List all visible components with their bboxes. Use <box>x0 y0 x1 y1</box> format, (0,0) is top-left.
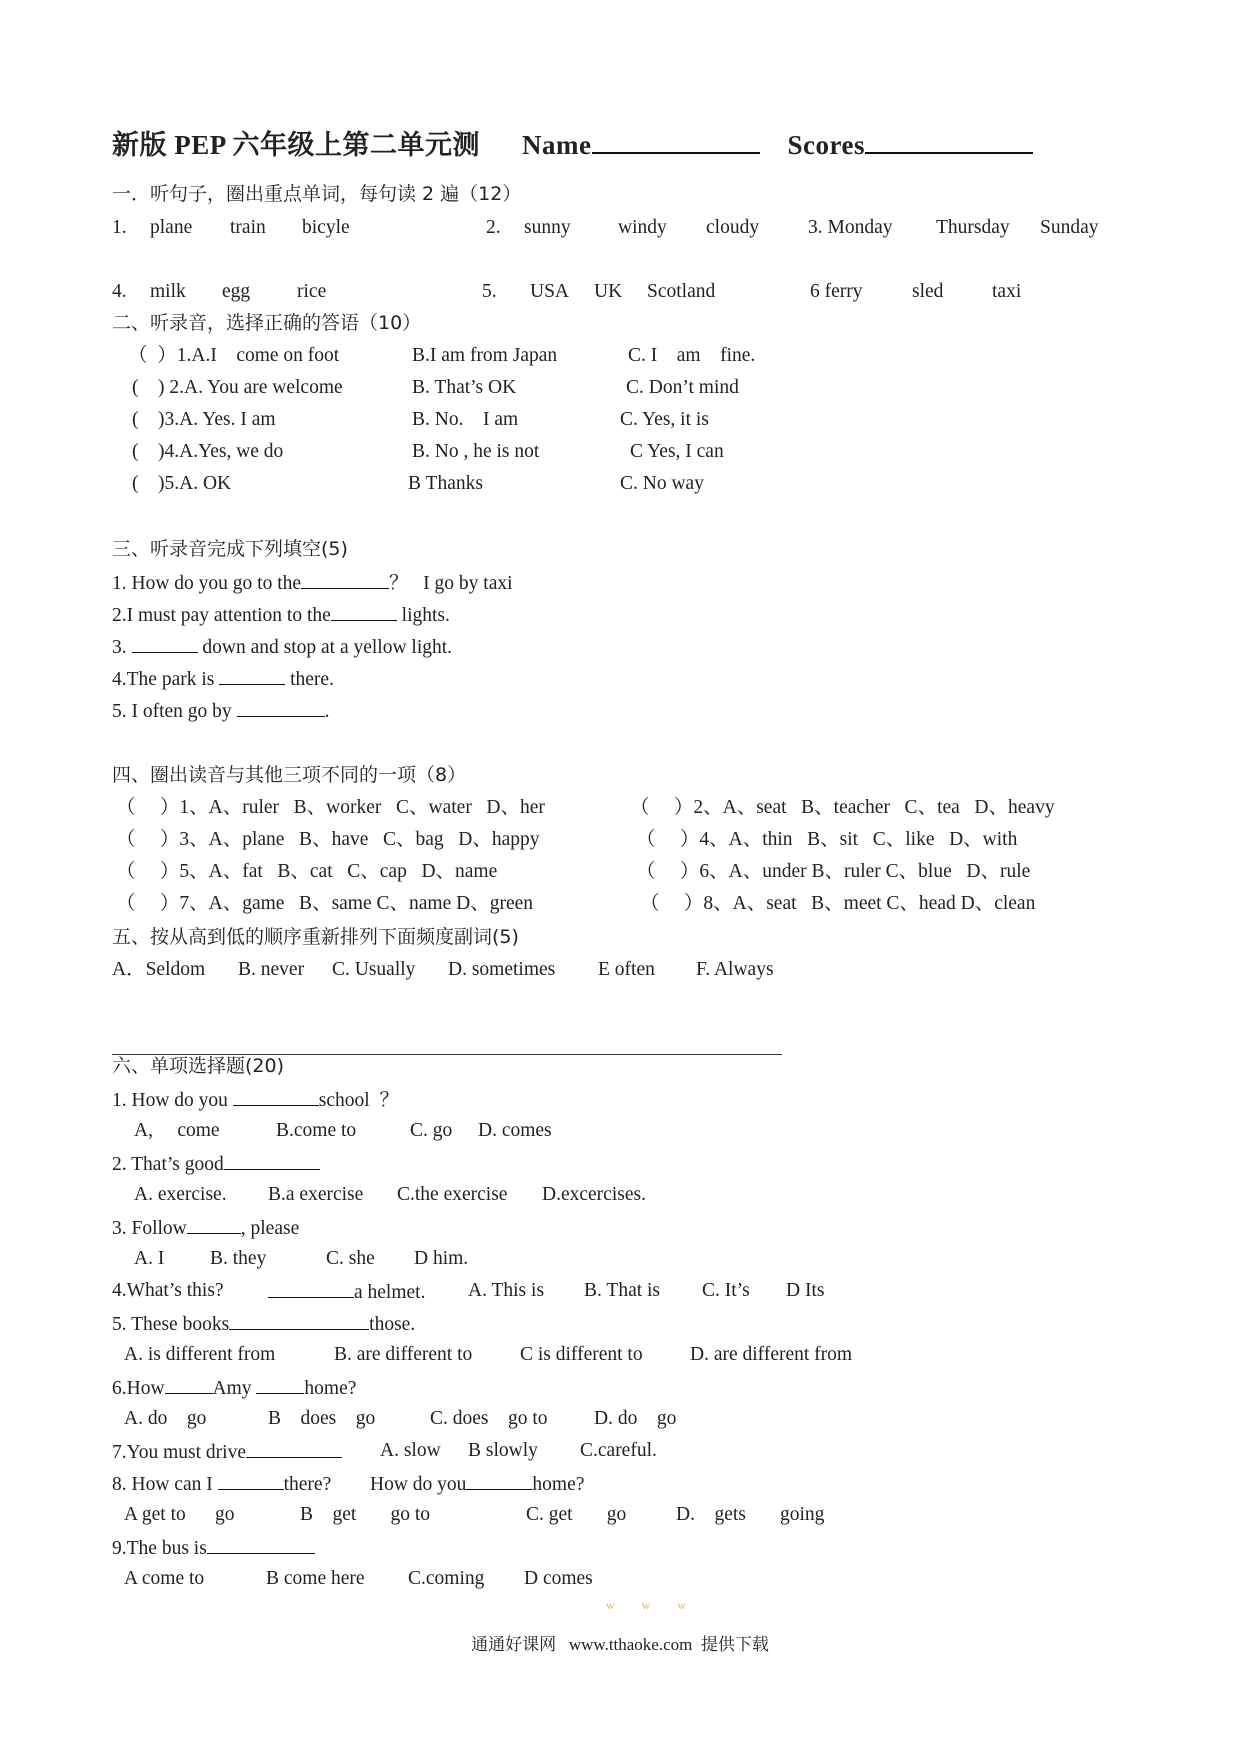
s2-option[interactable]: C Yes, I can <box>630 441 724 462</box>
fill-blank[interactable] <box>237 698 325 717</box>
s5-option[interactable]: A．Seldom <box>112 959 206 980</box>
answer-option[interactable]: A get to go <box>124 1504 235 1525</box>
s1-word[interactable]: windy <box>618 217 667 238</box>
s2-option[interactable]: （ ）1.A.I come on foot <box>128 345 340 366</box>
answer-option[interactable]: D.excercises. <box>542 1184 646 1205</box>
s1-word[interactable]: cloudy <box>706 217 760 238</box>
q-text: 4.What’s this? <box>112 1280 224 1301</box>
s3-text: 1. How do you go to the <box>112 573 302 594</box>
footer-credit: 通通好课网 www.tthaoke.com 提供下载 <box>471 1635 769 1654</box>
answer-option[interactable]: C is different to <box>520 1344 643 1365</box>
fill-blank[interactable] <box>132 634 198 653</box>
answer-option[interactable]: C. does go to <box>430 1408 548 1429</box>
fill-blank[interactable] <box>224 1151 320 1170</box>
section6-heading: 六、单项选择题(20) <box>112 1055 285 1077</box>
s2-option[interactable]: ( )3.A. Yes. I am <box>132 409 276 430</box>
fill-blank[interactable] <box>229 1311 369 1330</box>
s1-num: 2. <box>486 217 501 238</box>
s1-word[interactable]: 6 ferry <box>810 281 863 302</box>
q-text: school ？ <box>318 1090 399 1111</box>
answer-option[interactable]: A. I <box>134 1248 165 1269</box>
answer-option[interactable]: D. gets going <box>676 1504 825 1525</box>
s4-item[interactable]: （ ）1、A、ruler B、worker C、water D、her <box>116 797 545 818</box>
s2-option[interactable]: B. No , he is not <box>412 441 540 462</box>
s1-num: 4. <box>112 281 127 302</box>
section5-heading: 五、按从高到低的顺序重新排列下面频度副词(5) <box>112 926 519 948</box>
answer-option[interactable]: D him. <box>414 1248 469 1269</box>
answer-option[interactable]: C.careful. <box>580 1440 657 1461</box>
answer-option[interactable]: B.a exercise <box>268 1184 364 1205</box>
answer-option[interactable]: A come to <box>124 1568 205 1589</box>
s3-line <box>112 634 452 660</box>
watermark-text: w w w <box>606 1598 698 1612</box>
s3-line <box>112 698 329 724</box>
s2-option[interactable]: B. That’s OK <box>412 377 517 398</box>
s5-option[interactable]: C. Usually <box>332 959 416 980</box>
s1-word[interactable]: egg <box>222 281 251 302</box>
s3-text: 4.The park is <box>112 669 220 690</box>
s1-word[interactable]: sled <box>912 281 944 302</box>
fill-blank[interactable] <box>268 1279 354 1298</box>
s3-text: ？ I go by taxi <box>389 573 513 594</box>
s5-option[interactable]: D. sometimes <box>448 959 556 980</box>
s2-option[interactable]: ( )5.A. OK <box>132 473 232 494</box>
s1-num: 1. <box>112 217 127 238</box>
answer-option[interactable]: A. is different from <box>124 1344 276 1365</box>
s1-word[interactable]: sunny <box>524 217 571 238</box>
s2-option[interactable]: C. Yes, it is <box>620 409 709 430</box>
scores-blank[interactable] <box>865 128 1033 154</box>
q-text: Amy <box>212 1378 257 1399</box>
question-9 <box>112 1535 315 1561</box>
answer-option[interactable]: C. she <box>326 1248 375 1269</box>
q-text: a helmet. <box>354 1282 426 1303</box>
question-1 <box>112 1087 399 1113</box>
s1-word[interactable]: 3. Monday <box>808 217 893 238</box>
s4-item[interactable]: （ ）8、A、seat B、meet C、head D、clean <box>640 893 1036 914</box>
page-title <box>112 128 1033 162</box>
answer-option[interactable]: C. get go <box>526 1504 627 1525</box>
s1-num: 5. <box>482 281 497 302</box>
q-text: , please <box>240 1218 300 1239</box>
answer-option[interactable]: B slowly <box>468 1440 538 1461</box>
name-blank[interactable] <box>592 128 760 154</box>
q-wrap <box>112 1439 342 1465</box>
title-text: 新版 PEP 六年级上第二单元测 <box>112 130 481 160</box>
answer-option[interactable]: A. do go <box>124 1408 207 1429</box>
answer-option[interactable]: D. comes <box>478 1120 552 1141</box>
q-text: those. <box>369 1314 416 1335</box>
question-3 <box>112 1215 299 1241</box>
section3-heading: 三、听录音完成下列填空(5) <box>112 538 348 560</box>
answer-option[interactable]: A. exercise. <box>134 1184 227 1205</box>
q-text: How do you <box>370 1474 467 1495</box>
s2-option[interactable]: C. Don’t mind <box>626 377 739 398</box>
q-blank-wrap <box>268 1279 425 1305</box>
s2-option[interactable]: ( ) 2.A. You are welcome <box>132 377 343 398</box>
answer-option[interactable]: D Its <box>786 1280 825 1301</box>
answer-option[interactable]: A. slow <box>380 1440 441 1461</box>
name-label: Name <box>522 130 592 160</box>
q-text: 3. Follow <box>112 1218 187 1239</box>
q-wrap <box>370 1471 584 1497</box>
s1-word[interactable]: USA <box>530 281 570 302</box>
s2-option[interactable]: B.I am from Japan <box>412 345 558 366</box>
fill-blank[interactable] <box>187 1215 241 1234</box>
s2-option[interactable]: ( )4.A.Yes, we do <box>132 441 284 462</box>
fill-blank[interactable] <box>256 1375 304 1394</box>
s1-word[interactable]: Thursday <box>936 217 1010 238</box>
s4-item[interactable]: （ ）6、A、under B、ruler C、blue D、rule <box>636 861 1031 882</box>
s3-line <box>112 570 513 596</box>
s3-text: 5. I often go by <box>112 701 237 722</box>
answer-option[interactable]: C.coming <box>408 1568 485 1589</box>
s1-word[interactable]: Scotland <box>647 281 716 302</box>
s3-text: . <box>324 701 330 722</box>
q-text: 1. How do you <box>112 1090 233 1111</box>
s5-option[interactable]: B. never <box>238 959 305 980</box>
s1-word[interactable]: plane <box>150 217 193 238</box>
answer-option[interactable]: B.come to <box>276 1120 357 1141</box>
s3-text: down and stop at a yellow light. <box>197 637 453 658</box>
fill-blank[interactable] <box>207 1535 315 1554</box>
s2-option[interactable]: B. No. I am <box>412 409 519 430</box>
s1-word[interactable]: train <box>230 217 266 238</box>
q-text: 5. These books <box>112 1314 230 1335</box>
section4-heading: 四、圈出读音与其他三项不同的一项（8） <box>112 764 467 786</box>
s3-line <box>112 666 334 692</box>
question-2 <box>112 1151 320 1177</box>
answer-option[interactable]: B come here <box>266 1568 365 1589</box>
s4-item[interactable]: （ ）2、A、seat B、teacher C、tea D、heavy <box>630 797 1055 818</box>
scores-label: Scores <box>787 130 865 160</box>
q-text: 7.You must drive <box>112 1442 246 1463</box>
answer-option[interactable]: B. are different to <box>334 1344 473 1365</box>
fill-blank[interactable] <box>233 1087 319 1106</box>
s3-line <box>112 602 450 628</box>
s5-option[interactable]: F. Always <box>696 959 774 980</box>
section1-heading: 一．听句子，圈出重点单词，每句读 2 遍（12） <box>112 183 522 205</box>
s3-text: lights. <box>396 605 450 626</box>
answer-option[interactable]: C.the exercise <box>397 1184 508 1205</box>
s3-text: 3. <box>112 637 132 658</box>
s1-word[interactable]: Sunday <box>1040 217 1099 238</box>
s5-option[interactable]: E often <box>598 959 655 980</box>
answer-option[interactable]: C. go <box>410 1120 453 1141</box>
s4-item[interactable]: （ ）5、A、fat B、cat C、cap D、name <box>116 861 498 882</box>
answer-option[interactable]: D. are different from <box>690 1344 853 1365</box>
fill-blank[interactable] <box>301 570 389 589</box>
fill-blank[interactable] <box>218 1471 284 1490</box>
s3-text: there. <box>285 669 334 690</box>
s3-text: 2.I must pay attention to the <box>112 605 331 626</box>
s1-word[interactable]: UK <box>594 281 623 302</box>
s4-item[interactable]: （ ）4、A、thin B、sit C、like D、with <box>636 829 1018 850</box>
answer-option[interactable]: B. That is <box>584 1280 661 1301</box>
s1-word[interactable]: taxi <box>992 281 1022 302</box>
answer-option[interactable]: C. It’s <box>702 1280 750 1301</box>
fill-blank[interactable] <box>219 666 285 685</box>
s4-item[interactable]: （ ）7、A、game B、same C、name D、green <box>116 893 534 914</box>
q-text: 9.The bus is <box>112 1538 207 1559</box>
q-text: 6.How <box>112 1378 165 1399</box>
answer-option[interactable]: B get go to <box>300 1504 430 1525</box>
section2-heading: 二、听录音，选择正确的答语（10） <box>112 312 422 334</box>
fill-blank[interactable] <box>331 602 397 621</box>
s4-item[interactable]: （ ）3、A、plane B、have C、bag D、happy <box>116 829 540 850</box>
s1-word[interactable]: rice <box>297 281 327 302</box>
q-text: home? <box>532 1474 585 1495</box>
answer-option[interactable]: B. they <box>210 1248 267 1269</box>
s2-option[interactable]: B Thanks <box>408 473 483 494</box>
s1-word[interactable]: bicyle <box>302 217 350 238</box>
fill-blank[interactable] <box>466 1471 532 1490</box>
question-6 <box>112 1375 356 1401</box>
q-text: home? <box>304 1378 357 1399</box>
q-wrap <box>112 1471 331 1497</box>
fill-blank[interactable] <box>165 1375 213 1394</box>
fill-blank[interactable] <box>246 1439 342 1458</box>
s2-option[interactable]: C. I am fine. <box>628 345 756 366</box>
answer-option[interactable]: D comes <box>524 1568 593 1589</box>
s2-option[interactable]: C. No way <box>620 473 704 494</box>
answer-option[interactable]: B does go <box>268 1408 376 1429</box>
q-text: 8. How can I <box>112 1474 218 1495</box>
answer-option[interactable]: A. This is <box>468 1280 545 1301</box>
q-text: there? <box>283 1474 332 1495</box>
answer-option[interactable]: D. do go <box>594 1408 677 1429</box>
q-text: 2. That’s good <box>112 1154 224 1175</box>
s1-word[interactable]: milk <box>150 281 186 302</box>
answer-option[interactable]: A, come <box>134 1120 220 1141</box>
question-5 <box>112 1311 415 1337</box>
